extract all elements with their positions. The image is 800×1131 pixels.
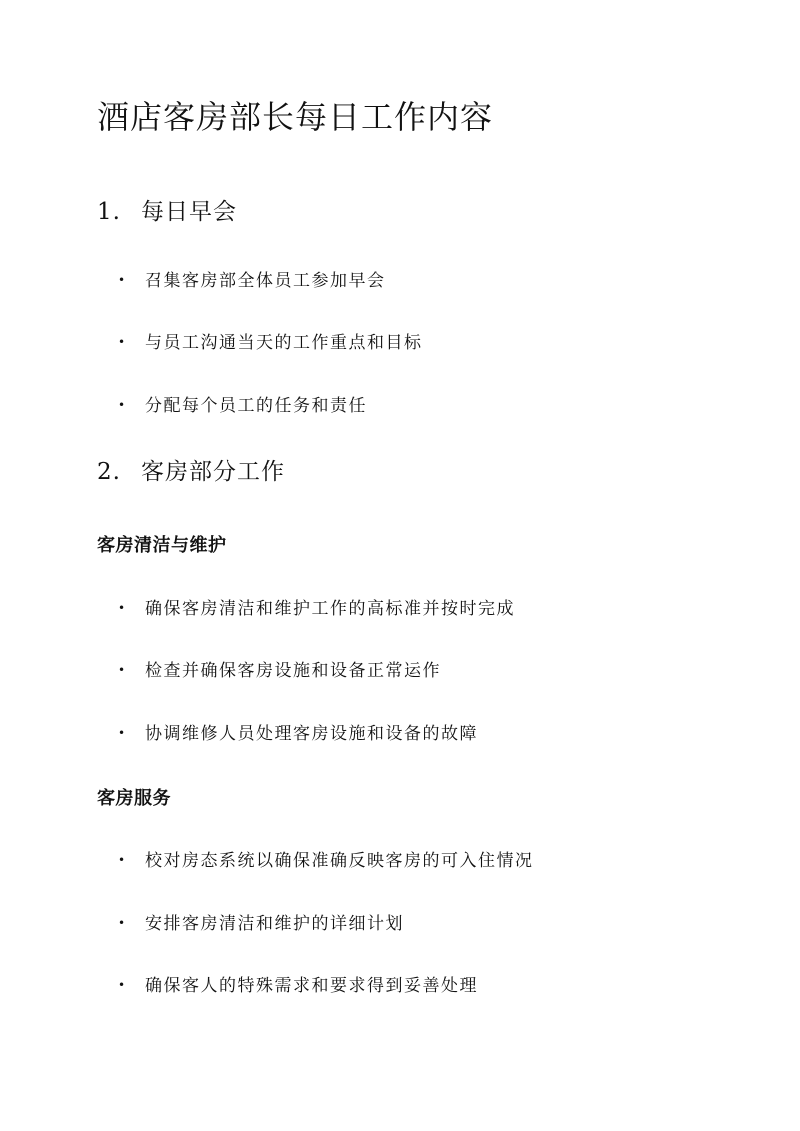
page-title: 酒店客房部长每日工作内容 [97, 98, 494, 136]
bullet-icon: • [118, 978, 127, 992]
bullet-icon: • [118, 916, 127, 930]
list-item [118, 273, 386, 290]
list-item-text: 协调维修人员处理客房设施和设备的故障 [145, 724, 478, 744]
list-item [118, 916, 404, 933]
section-heading-room-work [97, 461, 285, 484]
list-item [118, 978, 478, 995]
section-number: 2. [97, 459, 121, 485]
list-item-text: 分配每个员工的任务和责任 [145, 396, 367, 416]
section-title: 每日早会 [141, 199, 237, 225]
section-title: 客房部分工作 [141, 459, 285, 485]
list-item [118, 398, 367, 415]
bullet-icon: • [118, 601, 127, 615]
list-item [118, 601, 515, 618]
bullet-icon: • [118, 663, 127, 677]
list-item-text: 与员工沟通当天的工作重点和目标 [145, 333, 423, 353]
list-item-text: 确保客房清洁和维护工作的高标准并按时完成 [145, 599, 515, 619]
list-item-text: 检查并确保客房设施和设备正常运作 [145, 661, 441, 681]
list-item-text: 确保客人的特殊需求和要求得到妥善处理 [145, 976, 478, 996]
list-item [118, 853, 534, 870]
list-item-text: 安排客房清洁和维护的详细计划 [145, 914, 404, 934]
bullet-icon: • [118, 335, 127, 349]
list-item-text: 召集客房部全体员工参加早会 [145, 271, 386, 291]
bullet-icon: • [118, 853, 127, 867]
list-item [118, 726, 478, 743]
subsection-heading-room-service: 客房服务 [97, 788, 171, 809]
bullet-icon: • [118, 726, 127, 740]
list-item-text: 校对房态系统以确保准确反映客房的可入住情况 [145, 851, 534, 871]
bullet-icon: • [118, 273, 127, 287]
section-heading-daily-meeting [97, 201, 237, 224]
list-item [118, 663, 441, 680]
list-item [118, 335, 423, 352]
subsection-heading-cleaning: 客房清洁与维护 [97, 535, 227, 556]
bullet-icon: • [118, 398, 127, 412]
section-number: 1. [97, 199, 121, 225]
